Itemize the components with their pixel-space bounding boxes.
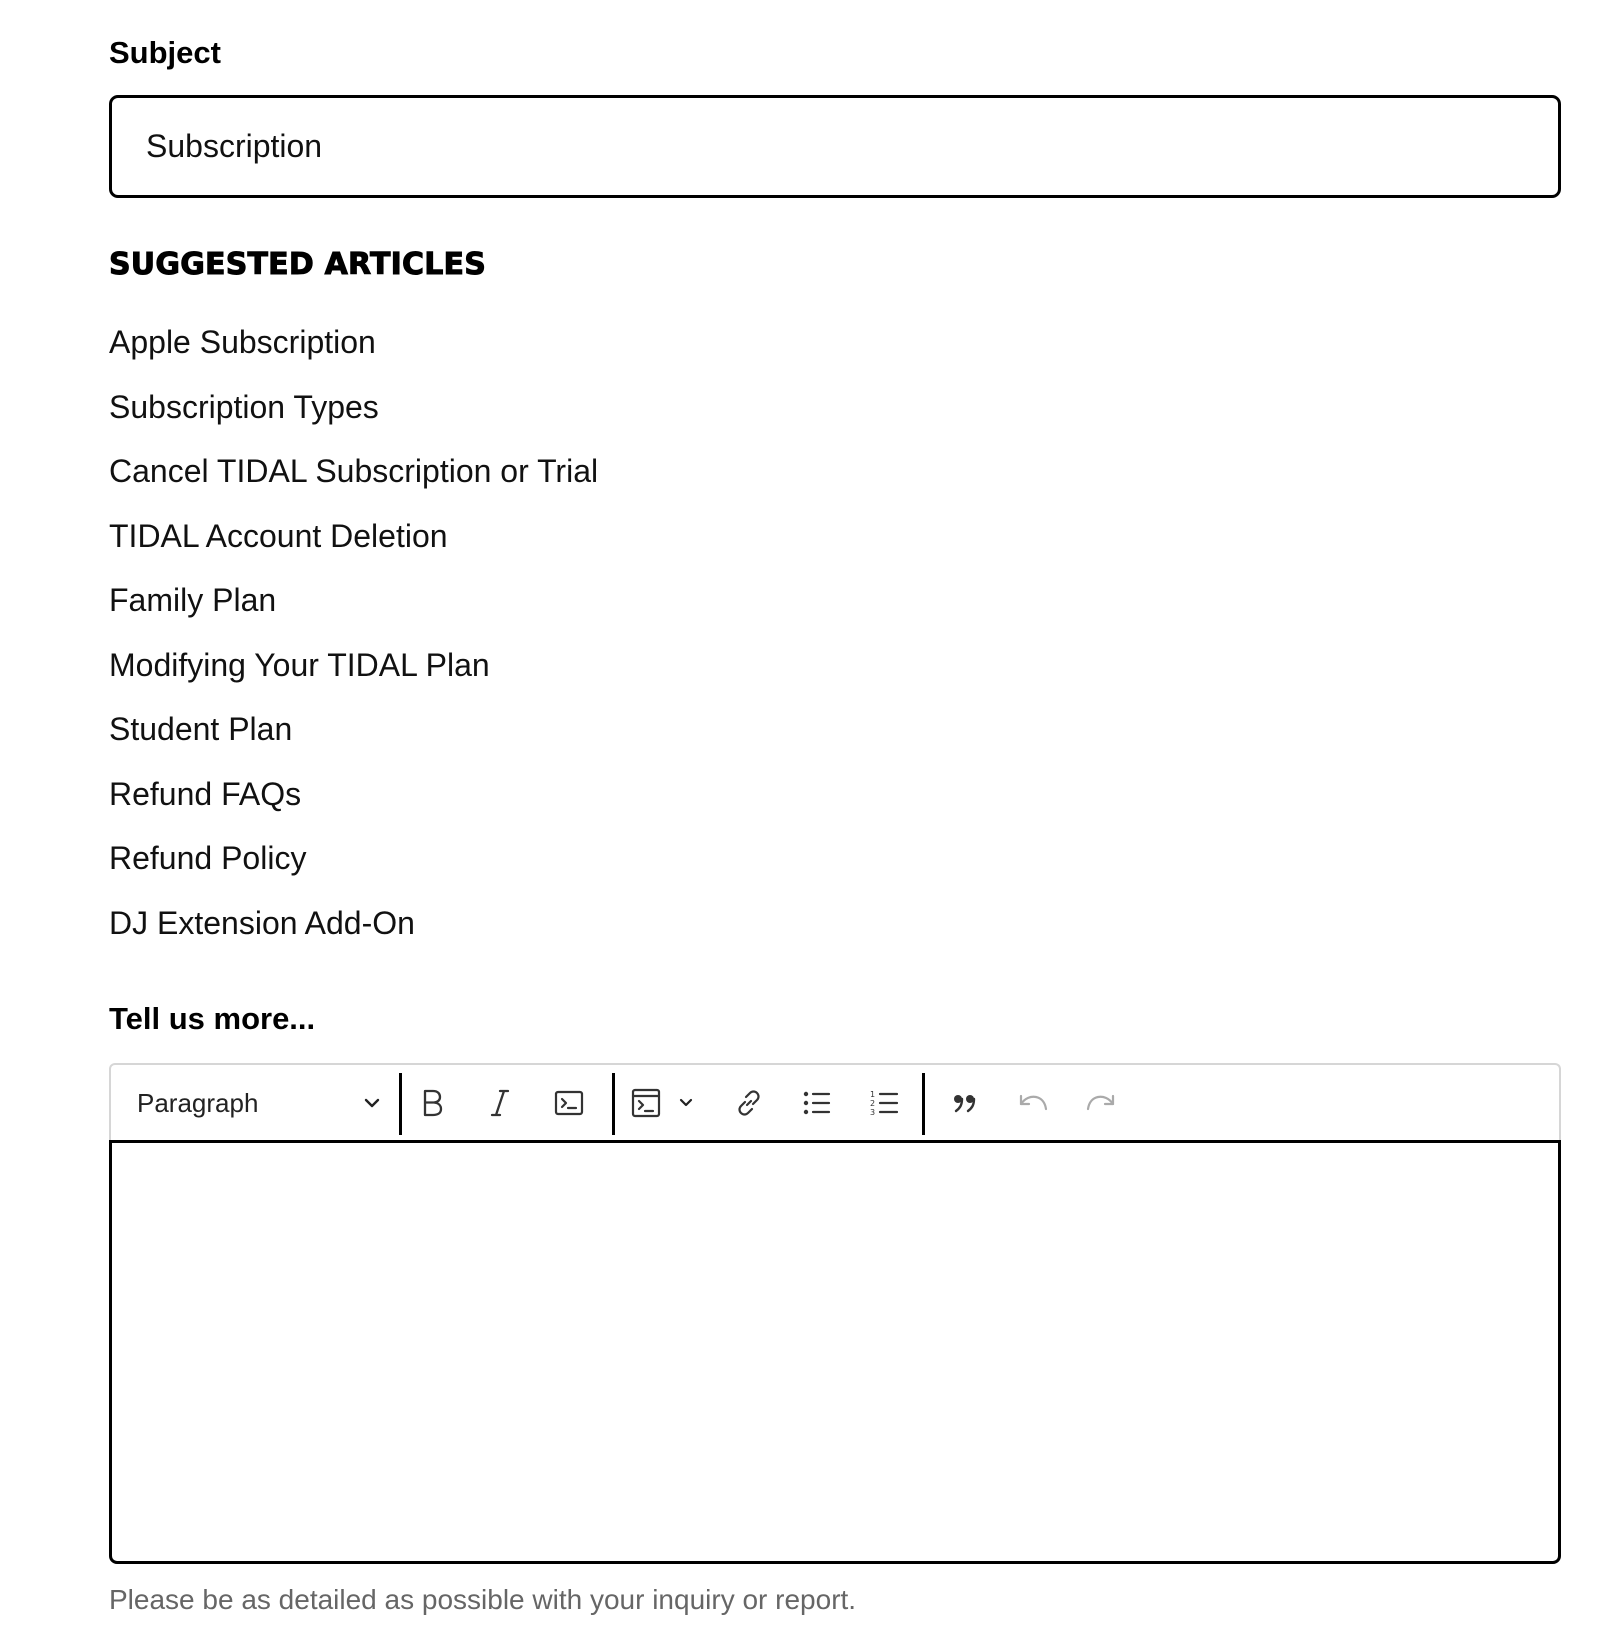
bold-icon	[419, 1088, 445, 1118]
suggested-articles-list	[109, 318, 598, 963]
chevron-down-icon	[363, 1097, 381, 1109]
code-block-icon	[631, 1088, 661, 1118]
suggested-articles-heading: SUGGESTED ARTICLES	[109, 247, 487, 282]
list-item	[109, 447, 598, 512]
article-link[interactable]: Refund Policy	[109, 840, 307, 876]
italic-icon	[488, 1088, 512, 1118]
details-label: Tell us more...	[109, 1001, 316, 1036]
toolbar-separator	[399, 1073, 402, 1135]
subject-input[interactable]	[112, 98, 1558, 195]
article-link[interactable]: Family Plan	[109, 582, 277, 618]
toolbar-separator	[922, 1073, 925, 1135]
list-item	[109, 576, 598, 641]
article-link[interactable]: TIDAL Account Deletion	[109, 517, 448, 554]
redo-button[interactable]	[1073, 1065, 1129, 1141]
svg-text:3: 3	[870, 1108, 876, 1117]
list-item	[109, 318, 598, 383]
article-link[interactable]: Subscription Types	[109, 388, 379, 425]
list-item	[109, 770, 598, 835]
bold-button[interactable]	[405, 1065, 459, 1141]
link-button[interactable]	[721, 1065, 777, 1141]
details-helper-text: Please be as detailed as possible with your inquiry or report.	[109, 1584, 857, 1615]
paragraph-format-select[interactable]	[137, 1065, 377, 1141]
list-item	[109, 705, 598, 770]
paragraph-format-label: Paragraph	[137, 1087, 259, 1118]
article-link[interactable]: Modifying Your TIDAL Plan	[109, 646, 490, 683]
numbered-list-button[interactable]	[857, 1065, 913, 1141]
article-link[interactable]: Cancel TIDAL Subscription or Trial	[109, 453, 599, 489]
article-link[interactable]: Apple Subscription	[109, 324, 376, 360]
undo-button[interactable]	[1005, 1065, 1061, 1141]
svg-text:1: 1	[870, 1090, 876, 1099]
list-item	[109, 834, 598, 899]
list-item	[109, 641, 598, 706]
bulleted-list-icon	[802, 1090, 832, 1116]
toolbar-separator	[612, 1073, 615, 1135]
svg-text:2: 2	[870, 1099, 876, 1108]
undo-icon	[1017, 1092, 1049, 1114]
subject-input-container	[109, 95, 1561, 198]
bulleted-list-button[interactable]	[789, 1065, 845, 1141]
blockquote-button[interactable]	[937, 1065, 993, 1141]
link-icon	[734, 1088, 764, 1118]
list-item	[109, 512, 598, 577]
code-block-button[interactable]	[621, 1065, 703, 1141]
chevron-down-icon	[679, 1098, 693, 1108]
article-link[interactable]: Student Plan	[109, 711, 293, 747]
list-item	[109, 383, 598, 448]
blockquote-icon	[952, 1092, 978, 1114]
code-icon	[554, 1090, 584, 1116]
editor-toolbar	[109, 1063, 1561, 1141]
code-button[interactable]	[541, 1065, 597, 1141]
details-editor[interactable]	[109, 1140, 1561, 1564]
article-link[interactable]: Refund FAQs	[109, 775, 302, 812]
article-link[interactable]: DJ Extension Add-On	[109, 904, 415, 941]
italic-button[interactable]	[473, 1065, 527, 1141]
redo-icon	[1085, 1092, 1117, 1114]
subject-label: Subject	[109, 35, 221, 70]
list-item	[109, 899, 598, 964]
numbered-list-icon	[870, 1089, 900, 1117]
